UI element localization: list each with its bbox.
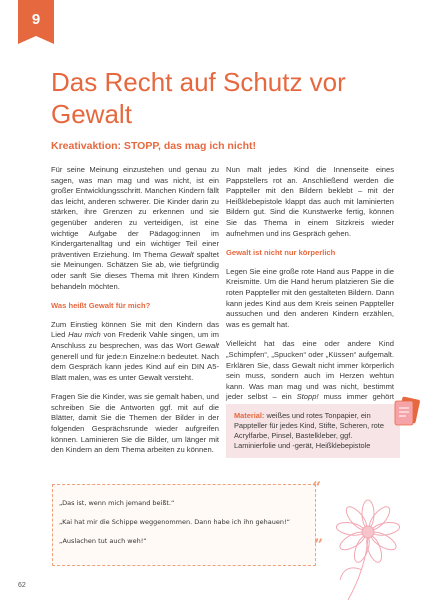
emphasis: Gewalt <box>170 249 194 259</box>
emphasis: Hau mich <box>68 330 101 340</box>
text-run: Für seine Meinung einzustehen und genau zu sagen, was man mag und was nicht, ist ein großer Entwicklungsschritt. Manchen Kindern fällt das leicht, anderen schwerer. Die Kinder darin zu stärken, ihre Grenzen zu erkennen und sie gegenüber anderen zu verteidigen, ist eine wichtige Aufgabe der Pädagog:innen im Kindergartenalltag und ein wichtiger Teil einer präventiven Erziehung. Im Thema <box>51 165 219 259</box>
material-label: Material: <box>234 411 265 420</box>
text-run: generell und für jede:n Einzelne:n bedeutet. Nach dem Gespräch kann jedes Kind auf ein DIN A5-Blatt malen, was es unter Gewalt versteht. <box>51 351 219 382</box>
paragraph-fragen: Fragen Sie die Kinder, was sie gemalt haben, und schreiben Sie die Antworten ggf. mit auf die Blätter, damit Sie die Themen der Bilder in der folgenden Gesprächsrunde wieder aufgreifen können. Laminieren Sie die Bilder, um länger mit den Kindern an dem Thema arbeiten zu können. <box>51 392 219 455</box>
text-run: von Frederik Vahle singen, um im Anschluss zu besprechen, was das Wort <box>51 330 219 350</box>
intro-paragraph <box>51 165 219 292</box>
section-subtitle: Kreativaktion: STOPP, das mag ich nicht! <box>51 140 257 152</box>
quote-marks-bottom: ” <box>314 535 324 554</box>
material-box <box>226 404 400 458</box>
paragraph-pappteller: Nun malt jedes Kind die Innenseite eines Pappstellers rot an. Anschließend werden die Pappteller mit den Bildern beklebt – mit der Heißklebepistole klappt das auch mit laminierten Bildern gut. Sind die Kunstwerke fertig, können Sie das Thema in einem Sitzkreis wieder aufnehmen und ins Gespräch gehen. <box>226 165 394 238</box>
chapter-tab <box>18 0 54 36</box>
text-run: spaltet sie Meinungen. Schätzen Sie ab, wie tiefgründig oder sanft Sie dieses Thema mit Ihren Kindern behandeln möchten. <box>51 249 220 291</box>
quote-2: „Kai hat mir die Schippe weggenommen. Dann habe ich ihn gehauen!“ <box>59 518 290 526</box>
page-title: Das Recht auf Schutz vor Gewalt <box>51 67 346 129</box>
text-run: Vielleicht hat das eine oder andere Kind „Schimpfen“, „Spucken“ oder „Küssen“ aufgemalt. Erklären Sie, dass Gewalt nicht immer körperlich sein muss, sondern auch im Herzen wehtun kann. Was man mag und was nicht, bestimmt jeder selbst – ein <box>226 339 394 402</box>
text-run: muss immer gehört <box>323 392 394 402</box>
quote-marks-top: “ <box>312 478 322 497</box>
heading-nicht-koerperlich: Gewalt ist nicht nur körperlich <box>226 248 336 258</box>
right-column <box>226 165 394 422</box>
left-column <box>51 165 219 465</box>
paragraph-einstieg <box>51 320 219 384</box>
chapter-number: 9 <box>31 10 41 28</box>
flower-illustration <box>318 492 408 602</box>
emphasis: Gewalt <box>195 340 219 350</box>
page-number: 62 <box>18 582 26 589</box>
emphasis: Stopp! <box>296 392 319 402</box>
heading-gewalt-fuer-mich: Was heißt Gewalt für mich? <box>51 301 151 311</box>
paragraph-vielleicht <box>226 339 394 413</box>
paragraph-rote-hand: Legen Sie eine große rote Hand aus Pappe in die Kreismitte. Um die Hand herum platzieren Sie die roten Pappteller mit den gestalteten Bildern. Dann kann jedes Kind aus dem Kreis seinen Pappteller aussuchen und den anderen Kindern erzählen, was es gemalt hat. <box>226 266 395 329</box>
text-run: Zum Einstieg können Sie mit den Kindern das Lied <box>51 319 219 340</box>
quote-note <box>52 484 316 566</box>
material-text: weißes und rotes Tonpapier, ein Pappteller für jedes Kind, Stifte, Scheren, rote Acrylfarbe, Pinsel, Bastelkleber, ggf. Laminierfolie und -gerät, Heißklebepistole <box>234 411 384 450</box>
quote-1: „Das ist, wenn mich jemand beißt.“ <box>59 499 175 507</box>
quote-3: „Auslachen tut auch weh!“ <box>59 537 147 545</box>
material-cards-icon <box>392 396 422 428</box>
